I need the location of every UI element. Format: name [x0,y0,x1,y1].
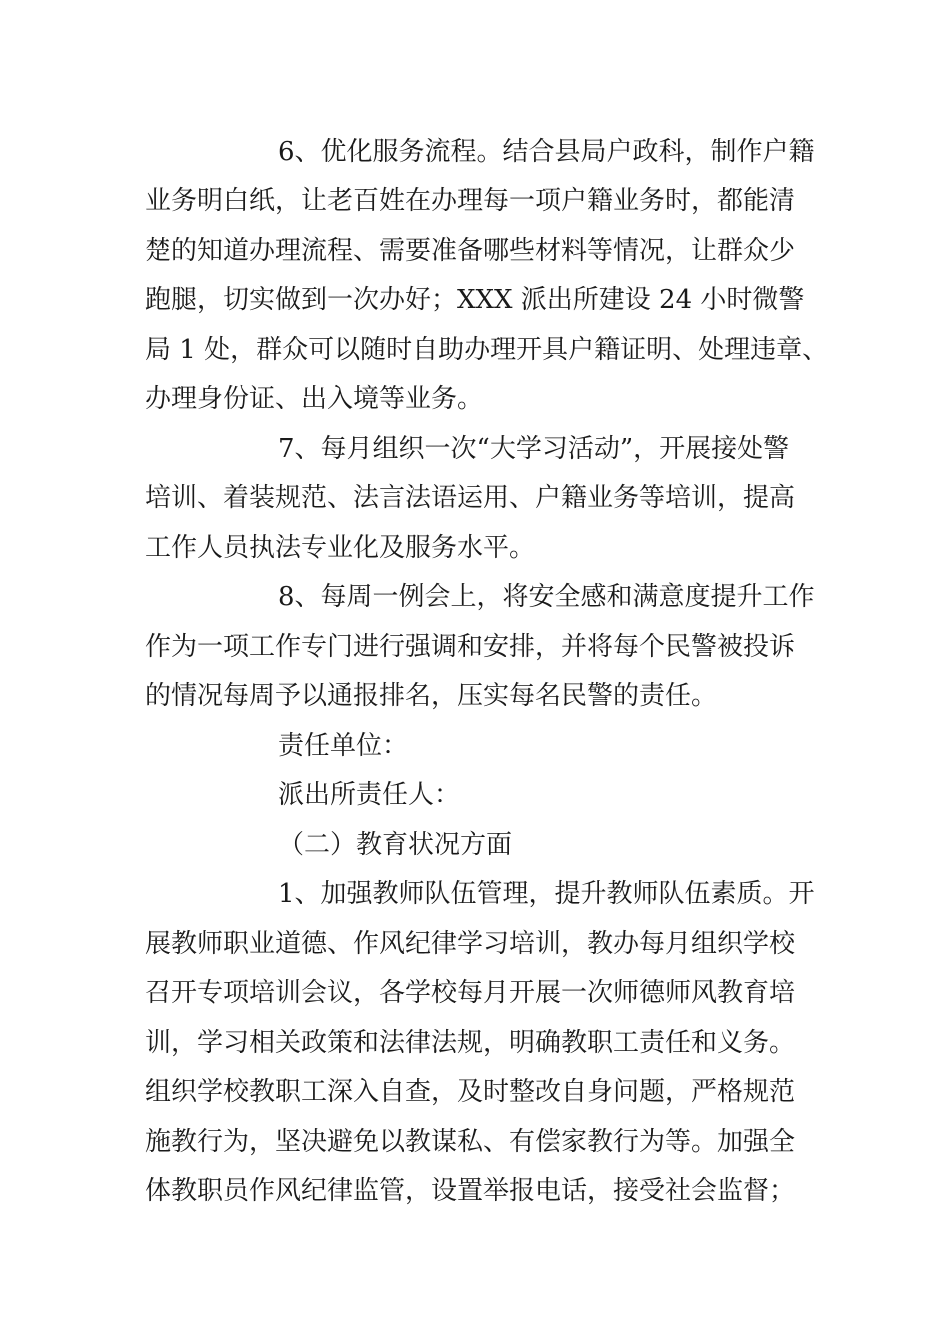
paragraph-8-line-3: 的情况每周予以通报排名，压实每名民警的责任。 [145,681,718,711]
paragraph-7-line-1: 7、每月组织一次“大学习活动”，开展接处警 [278,434,790,464]
paragraph-1-line-2: 展教师职业道德、作风纪律学习培训，教办每月组织学校 [145,929,796,959]
paragraph-6-line-3: 楚的知道办理流程、需要准备哪些材料等情况，让群众少 [145,236,796,266]
paragraph-6-line-1: 6、优化服务流程。结合县局户政科，制作户籍 [278,137,815,167]
paragraph-6-line-6: 办理身份证、出入境等业务。 [145,384,484,414]
paragraph-1-line-7: 体教职员作风纪律监管，设置举报电话，接受社会监督； [145,1176,796,1206]
paragraph-1-line-3: 召开专项培训会议，各学校每月开展一次师德师风教育培 [145,978,796,1008]
paragraph-1-line-6: 施教行为，坚决避免以教谋私、有偿家教行为等。加强全 [145,1127,796,1157]
paragraph-8-line-2: 作为一项工作专门进行强调和安排，并将每个民警被投诉 [145,632,796,662]
police-station-responsible-person-label: 派出所责任人： [278,780,461,810]
paragraph-6-line-4: 跑腿，切实做到一次办好；XXX 派出所建设 24 小时微警 [145,285,805,315]
paragraph-7-line-3: 工作人员执法专业化及服务水平。 [145,533,536,563]
paragraph-7-line-2: 培训、着装规范、法言法语运用、户籍业务等培训，提高 [145,483,796,513]
responsible-unit-label: 责任单位： [278,731,409,761]
paragraph-1-line-4: 训，学习相关政策和法律法规，明确教职工责任和义务。 [145,1028,796,1058]
paragraph-1-line-1: 1、加强教师队伍管理，提升教师队伍素质。开 [278,879,815,909]
paragraph-1-line-5: 组织学校教职工深入自查，及时整改自身问题，严格规范 [145,1077,796,1107]
section-heading-education: （二）教育状况方面 [278,830,513,860]
paragraph-8-line-1: 8、每周一例会上，将安全感和满意度提升工作 [278,582,815,612]
paragraph-6-line-5: 局 1 处，群众可以随时自助办理开具户籍证明、处理违章、 [145,335,829,365]
paragraph-6-line-2: 业务明白纸，让老百姓在办理每一项户籍业务时，都能清 [145,186,796,216]
